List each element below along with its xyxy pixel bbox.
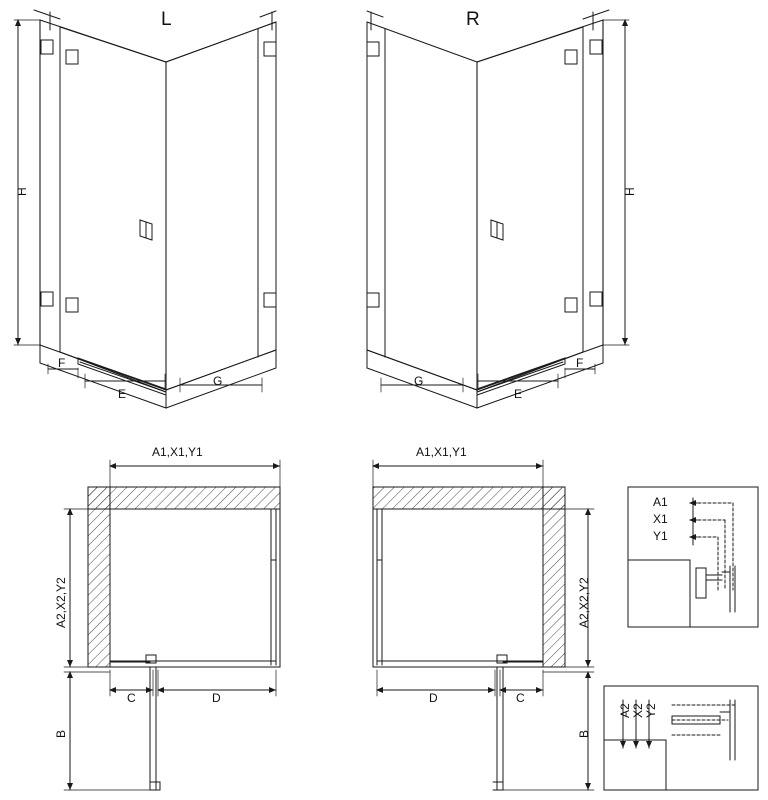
- iso-left-view: [14, 10, 276, 408]
- detail-a1-label: A1: [653, 495, 668, 509]
- iso-right-title: R: [466, 9, 480, 30]
- plan-left-c-label: C: [127, 691, 136, 705]
- detail-y1-label: Y1: [653, 529, 668, 543]
- iso-left-g-label: G: [213, 374, 223, 388]
- plan-left-side-dim-label: A2,X2,Y2: [54, 577, 68, 628]
- iso-right-g-label: G: [414, 374, 424, 388]
- iso-left-e-label: E: [118, 387, 127, 401]
- iso-right-view: [367, 10, 629, 408]
- detail-y2-label: Y2: [644, 703, 658, 718]
- plan-right-view: [373, 460, 594, 790]
- plan-left-view: [64, 460, 280, 790]
- plan-right-b-label: B: [577, 729, 591, 738]
- plan-left-top-dim-label: A1,X1,Y1: [152, 445, 203, 459]
- iso-left-f-label: F: [58, 356, 66, 370]
- detail-bottom-view: [604, 686, 758, 790]
- plan-right-d-label: D: [429, 691, 438, 705]
- plan-right-top-dim-label: A1,X1,Y1: [416, 445, 467, 459]
- detail-x2-label: X2: [631, 703, 645, 718]
- iso-right-height-label: H: [623, 187, 637, 196]
- iso-right-f-label: F: [576, 356, 584, 370]
- iso-left-height-label: H: [15, 187, 29, 196]
- plan-right-c-label: C: [516, 691, 525, 705]
- iso-right-e-label: E: [514, 387, 523, 401]
- detail-x1-label: X1: [653, 512, 668, 526]
- detail-a2-label: A2: [618, 703, 632, 718]
- detail-top-view: [628, 487, 758, 627]
- plan-left-b-label: B: [54, 729, 68, 738]
- plan-left-d-label: D: [212, 691, 221, 705]
- plan-right-side-dim-label: A2,X2,Y2: [577, 577, 591, 628]
- iso-left-title: L: [161, 9, 172, 30]
